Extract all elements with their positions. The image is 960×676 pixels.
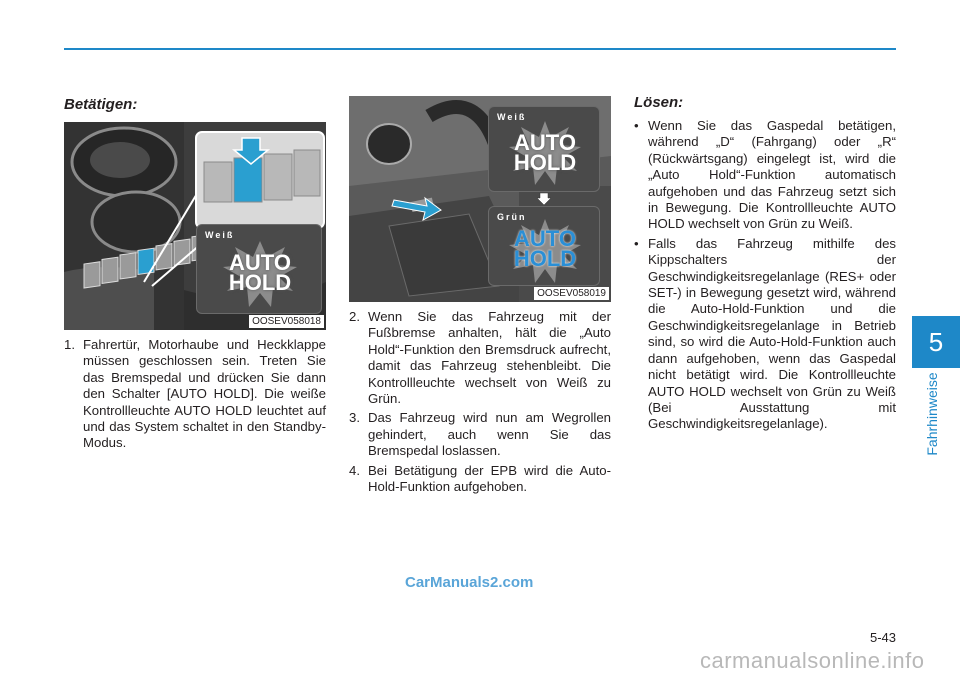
indicator-color-label: Grün bbox=[497, 212, 527, 222]
heading-release: Lösen: bbox=[634, 94, 684, 111]
list-item bbox=[64, 337, 326, 452]
list-item: • Wenn Sie das Gaspedal betätigen, während „D“ (Fahrgang) oder „R“ (Rückwärtsgang) eingelegt ist, wird die „Auto Hold“-Funktion automatisch aufgehoben und das Fahrzeug setzt sich in Bewegung. Die Kontrollleuchte AUTO HOLD wechselt von Grün zu Weiß. bbox=[634, 118, 896, 233]
list-item bbox=[349, 309, 611, 407]
step-text: Bei Betätigung der EPB wird die Auto-Hold-Funktion aufgehoben. bbox=[368, 462, 611, 495]
figure-code: OOSEV058018 bbox=[249, 315, 324, 328]
page-number: 5-43 bbox=[869, 630, 896, 645]
figure-code: OOSEV058019 bbox=[534, 287, 609, 300]
auto-text: AUTO bbox=[514, 130, 576, 155]
auto-hold-text-white bbox=[197, 250, 323, 295]
auto-text: AUTO bbox=[514, 226, 576, 251]
steps-list-left bbox=[64, 337, 326, 455]
heading-activate: Betätigen: bbox=[64, 96, 138, 113]
list-item bbox=[349, 410, 611, 459]
step-number: 2. bbox=[349, 309, 360, 324]
indicator-color-label: Weiß bbox=[497, 112, 527, 122]
step-text: Fahrertür, Motorhaube und Heckklappe müssen geschlossen sein. Treten Sie das Bremspedal und drücken Sie dann den Schalter [AUTO HOLD]. Die weiße Kontrollleuchte AUTO HOLD leuchtet auf und das System schaltet in den Standby-Modus. bbox=[83, 337, 326, 451]
indicator-panel-white bbox=[488, 106, 600, 192]
step-number: 1. bbox=[64, 337, 75, 352]
step-text: Das Fahrzeug wird nun am Wegrollen gehindert, auch wenn Sie das Bremspedal loslassen. bbox=[368, 410, 611, 459]
indicator-panel-white bbox=[196, 224, 322, 314]
hold-text: HOLD bbox=[513, 150, 577, 175]
chapter-number-tab[interactable] bbox=[912, 316, 960, 368]
figure-footwell bbox=[349, 96, 611, 302]
watermark-link[interactable]: CarManuals2.com bbox=[405, 574, 534, 591]
list-item bbox=[349, 463, 611, 496]
hold-text: HOLD bbox=[513, 246, 577, 271]
indicator-panel-green bbox=[488, 206, 600, 286]
bottom-watermark: carmanualsonline.info bbox=[700, 648, 925, 673]
arrow-down-icon bbox=[537, 193, 551, 205]
step-number: 3. bbox=[349, 410, 360, 426]
step-number: 4. bbox=[349, 462, 360, 478]
list-item: • Falls das Fahrzeug mithilfe des Kippschalters der Geschwindigkeitsregelanlage (RES+ oder SET-) in Bewegung gesetzt wird, während die Auto-Hold-Funktion und die Geschwindigkeitsregelanlage in Betrieb sind, so wird die Auto-Hold-Funktion auch dann aufgehoben, wenn das Gaspedal nicht betätigt wird. Die Kontrollleuchte AUTO HOLD wechselt von Grün zu Weiß (Bei Ausstattung mit Geschwindigkeitsregelanlage). bbox=[634, 236, 896, 433]
auto-hold-text-white bbox=[489, 130, 601, 175]
step-text: Wenn Sie das Fahrzeug mit der Fußbremse anhalten, hält die „Auto Hold“-Funktion den Bremsdruck aufrecht, damit das Fahrzeug stehenbleibt. Die Kontrollleuchte wechselt von Weiß zu Grün. bbox=[368, 309, 611, 407]
indicator-color-label: Weiß bbox=[205, 230, 235, 240]
auto-hold-text-green bbox=[489, 226, 601, 271]
chapter-number: 5 bbox=[928, 326, 944, 357]
chapter-title: Fahrhinweise bbox=[924, 372, 940, 456]
chapter-title-tab[interactable] bbox=[923, 374, 941, 454]
figure-console-switch bbox=[64, 122, 326, 330]
steps-list-middle bbox=[349, 309, 611, 498]
header-rule bbox=[64, 48, 896, 50]
hold-text: HOLD bbox=[228, 270, 292, 295]
auto-text: AUTO bbox=[229, 250, 291, 275]
bullets-list-right bbox=[634, 118, 896, 436]
